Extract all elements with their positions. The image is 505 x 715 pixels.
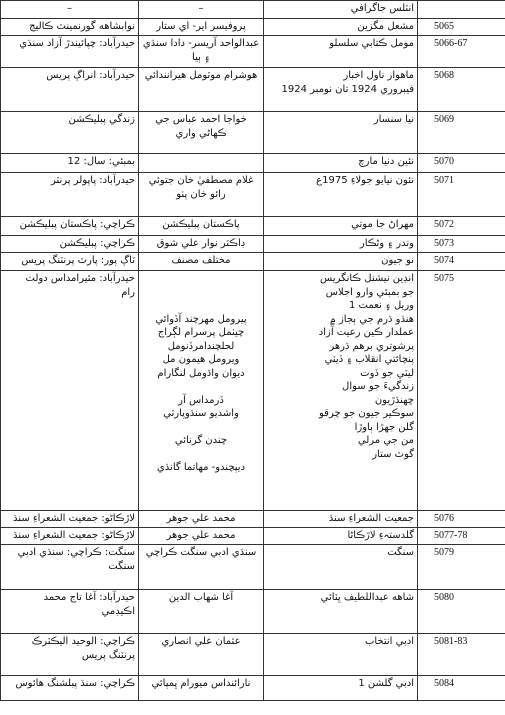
title-cell-line: سوڪير جيون جو چرقو bbox=[319, 408, 414, 419]
author-cell-line bbox=[142, 155, 260, 169]
entry-number: 5084 bbox=[418, 676, 505, 701]
publisher-cell bbox=[1, 253, 139, 271]
title-cell-line: نيا سنسار bbox=[373, 114, 414, 125]
title-cell-line: فيبروري 1924 تان نومبر 1924 bbox=[281, 83, 414, 95]
entry-number: 5070 bbox=[418, 154, 505, 173]
author-cell-line: ويرومل هيمون مل bbox=[162, 354, 240, 365]
author-cell-line: چندن گرنائي bbox=[174, 435, 228, 446]
entry-number: 5077-78 bbox=[418, 528, 505, 545]
publisher-cell-line: ڪراچي: پبليڪشن bbox=[59, 238, 135, 249]
title-cell-line: گوٽ ستار bbox=[372, 448, 414, 460]
header-row bbox=[1, 1, 505, 19]
catalog-row bbox=[1, 217, 505, 236]
title-cell bbox=[264, 236, 418, 253]
catalog-row bbox=[1, 528, 505, 545]
title-cell bbox=[264, 36, 418, 68]
title-cell-line: زندگيءَ جو سوال bbox=[342, 381, 414, 392]
title-cell-line: نو جيون bbox=[381, 255, 414, 266]
author-cell-line: هوشرام موٽومل هيرانندائي bbox=[144, 70, 258, 81]
author-cell bbox=[139, 236, 264, 253]
author-cell bbox=[139, 676, 264, 701]
author-cell bbox=[139, 590, 264, 634]
author-cell-line: ڪهاڻي واري bbox=[175, 127, 227, 139]
publisher-cell-line: ڪراچي: الوحيد اليڪٽرڪ bbox=[31, 636, 135, 647]
title-cell-line: من جي مرلي bbox=[357, 435, 414, 446]
title-cell bbox=[264, 217, 418, 236]
publisher-cell-line: حيدرآباد: آغا تاج محمد bbox=[43, 592, 135, 603]
author-cell-line: ۽ ٻيا bbox=[192, 51, 210, 63]
header-dash-publisher: – bbox=[1, 1, 139, 19]
publisher-cell bbox=[1, 217, 139, 236]
author-cell bbox=[139, 154, 264, 173]
author-cell-line bbox=[142, 448, 260, 462]
publisher-cell bbox=[1, 154, 139, 173]
author-cell-line: عثمان علي انصاري bbox=[161, 636, 241, 647]
entry-number: 5073 bbox=[418, 236, 505, 253]
publisher-cell bbox=[1, 19, 139, 36]
title-cell-line: نئين دنيا مارچ bbox=[358, 156, 414, 167]
publisher-cell bbox=[1, 112, 139, 154]
title-cell-line: پرشوتري برهم ڌرهر bbox=[329, 340, 414, 352]
title-cell-line: نئون نيايو جولاءِ 1975ع bbox=[316, 175, 414, 186]
author-cell bbox=[139, 511, 264, 528]
publisher-cell-line: حيدرآباد: انراڳ پريس bbox=[46, 70, 135, 81]
author-cell-line: ديوان واڌومل لنگارام bbox=[157, 367, 245, 379]
catalog-row bbox=[1, 36, 505, 68]
header-title: انٽلس جاگرافي bbox=[264, 1, 418, 19]
title-cell-line: مشعل مگزين bbox=[357, 21, 414, 32]
title-cell bbox=[264, 68, 418, 112]
publisher-cell-line: حيدرآباد: مئيرامداس دولت bbox=[25, 273, 135, 284]
author-cell bbox=[139, 271, 264, 511]
author-cell-line: پاڪستان پبليڪشن bbox=[162, 219, 240, 230]
entry-number: 5076 bbox=[418, 511, 505, 528]
author-cell-line bbox=[142, 286, 260, 300]
author-cell-line: لحلچندامرڏنومل bbox=[167, 340, 235, 352]
title-cell-line: جو بمبئي وارو اجلاس bbox=[325, 286, 414, 298]
title-cell-line: وندر ۽ وڻڪار bbox=[359, 238, 414, 249]
entry-number: 5065 bbox=[418, 19, 505, 36]
author-cell-line bbox=[142, 272, 260, 286]
title-cell bbox=[264, 511, 418, 528]
title-cell-line: مومل ڪتابي سلسلو bbox=[329, 38, 414, 49]
title-cell-line bbox=[267, 461, 414, 475]
author-cell-line: غلام مصطفيٰ خان جتوئي bbox=[148, 175, 254, 186]
publisher-cell bbox=[1, 173, 139, 217]
author-cell-line: ڏرمداس آر bbox=[178, 394, 224, 406]
publisher-cell-line: لاڙڪاڻو: جمعيت الشعراءِ سنڌ bbox=[13, 513, 135, 524]
entry-number: 5072 bbox=[418, 217, 505, 236]
entry-number: 5079 bbox=[418, 545, 505, 590]
title-cell bbox=[264, 112, 418, 154]
author-cell-line: سنڌي ادبي سنگت ڪراچي bbox=[145, 547, 257, 558]
catalog-row bbox=[1, 112, 505, 154]
title-cell bbox=[264, 173, 418, 217]
title-cell-line: پنچائتي انقلاب ۽ ڏيٽي bbox=[324, 354, 414, 365]
title-cell bbox=[264, 19, 418, 36]
entry-number: 5069 bbox=[418, 112, 505, 154]
publisher-cell bbox=[1, 511, 139, 528]
title-cell-line: ليٽي جو ڏوت bbox=[360, 367, 414, 379]
title-cell bbox=[264, 528, 418, 545]
author-cell-line: نارائنداس ميورام ڀمپائي bbox=[151, 678, 251, 689]
publisher-cell bbox=[1, 676, 139, 701]
author-cell-line: ديپچندو- مهاتما گانڌي bbox=[156, 462, 246, 473]
publisher-cell-line: رام bbox=[121, 286, 135, 298]
catalog-row bbox=[1, 154, 505, 173]
publisher-cell bbox=[1, 68, 139, 112]
entry-number: 5081-83 bbox=[418, 634, 505, 676]
author-cell-line: محمد علي جوهر bbox=[166, 530, 236, 541]
title-cell-line: ڇهنڌڙيون bbox=[374, 394, 414, 406]
publisher-cell-line: سنگت: ڪراچي: سنڌي ادبي bbox=[17, 547, 135, 558]
publisher-cell-line: لاڙڪاڻو: جمعيت الشعراءِ سنڌ bbox=[13, 530, 135, 541]
title-cell-line: ماهوار ناول اخبار bbox=[343, 70, 414, 81]
author-cell-line: پروفيسر اير- اي ستار bbox=[156, 21, 246, 32]
author-cell bbox=[139, 173, 264, 217]
publisher-cell bbox=[1, 528, 139, 545]
publisher-cell bbox=[1, 590, 139, 634]
catalog-row bbox=[1, 511, 505, 528]
author-cell bbox=[139, 253, 264, 271]
catalog-row bbox=[1, 590, 505, 634]
entry-number: 5080 bbox=[418, 590, 505, 634]
author-cell-line: رائو خان پٺو bbox=[176, 188, 226, 200]
title-cell bbox=[264, 271, 418, 511]
author-cell bbox=[139, 217, 264, 236]
title-cell-line: وريل ۽ نعمت 1 bbox=[349, 300, 414, 311]
title-cell-line: شاهه عبداللطيف ڀٽائي bbox=[320, 592, 414, 603]
entry-number: 5074 bbox=[418, 253, 505, 271]
publisher-cell-line: حيدرآباد: پاپولر پرنٽر bbox=[50, 175, 135, 186]
title-cell-line: جمعيت الشعراءِ سنڌ bbox=[328, 513, 414, 524]
title-cell bbox=[264, 676, 418, 701]
author-cell bbox=[139, 19, 264, 36]
author-cell-line: عبدالواحد آريسر- دادا سنڌي bbox=[142, 38, 260, 49]
publisher-cell-line: نوابشاهه گورنمينٽ ڪاليج bbox=[29, 21, 135, 32]
title-cell-line: عملدار ڪين رعيت آزاد bbox=[318, 327, 414, 338]
publisher-cell bbox=[1, 271, 139, 511]
title-cell-line: سنگت bbox=[387, 547, 414, 558]
publisher-cell-line: حيدرآباد: چپائيندڙ آزاد سنڌي bbox=[19, 38, 135, 49]
catalog-row bbox=[1, 253, 505, 271]
publisher-cell-line: پرنٽنگ پريس bbox=[81, 649, 135, 661]
author-cell-line: مختلف مصنف bbox=[171, 255, 231, 266]
author-cell-line bbox=[142, 380, 260, 394]
entry-number: 5071 bbox=[418, 173, 505, 217]
catalog-row bbox=[1, 271, 505, 511]
catalog-table-body bbox=[1, 1, 505, 701]
header-dash-author: – bbox=[139, 1, 264, 19]
title-cell-line: گلدستہءِ لاڙڪاڻا bbox=[347, 530, 414, 541]
author-cell bbox=[139, 545, 264, 590]
title-cell bbox=[264, 545, 418, 590]
publisher-cell-line: ٽاڳ پور: پارٽ پرنٽنگ پريس bbox=[21, 255, 135, 266]
catalog-row bbox=[1, 634, 505, 676]
author-cell bbox=[139, 528, 264, 545]
title-cell-line: مهراڻ جا موتي bbox=[351, 219, 414, 230]
title-cell bbox=[264, 253, 418, 271]
author-cell-line: خواجا احمد عباس جي bbox=[155, 114, 247, 125]
publisher-cell-line: زندگي پبليڪشن bbox=[68, 114, 135, 125]
author-cell-line: ڊاڪٽر نوار علي شوق bbox=[156, 238, 246, 249]
title-cell bbox=[264, 634, 418, 676]
publisher-cell-line: ڪراچي: پاڪستان پبليڪشن bbox=[19, 219, 135, 230]
catalog-row bbox=[1, 19, 505, 36]
catalog-row bbox=[1, 173, 505, 217]
author-cell-line: محمد علي جوهر bbox=[166, 513, 236, 524]
entry-number: 5075 bbox=[418, 271, 505, 511]
title-cell-line: انڊين نيشنل ڪانگريس bbox=[320, 273, 414, 284]
author-cell bbox=[139, 68, 264, 112]
author-cell-line: چيٺمل پرسرام لڳراج bbox=[157, 327, 245, 338]
publisher-cell bbox=[1, 545, 139, 590]
author-cell-line: واشديو سنڌوپارٽي bbox=[163, 408, 239, 419]
catalog-row bbox=[1, 236, 505, 253]
title-cell bbox=[264, 154, 418, 173]
author-cell-line: آغا شهاب الدين bbox=[168, 592, 234, 603]
author-cell bbox=[139, 36, 264, 68]
header-number-empty bbox=[418, 1, 505, 19]
publisher-cell-line: ڪراچي: سنڌ پبلشنگ هائوس bbox=[15, 678, 135, 689]
title-cell-line: گلن جهڙا ٻاوڙا bbox=[354, 421, 414, 433]
catalog-row bbox=[1, 676, 505, 701]
title-cell-line: هنڌو ڌرم جي ٻجاز ۾ bbox=[329, 313, 414, 325]
author-cell-line bbox=[142, 299, 260, 313]
author-cell bbox=[139, 112, 264, 154]
publisher-cell-line: بمبئي: سال: 12 bbox=[67, 156, 135, 167]
publisher-cell bbox=[1, 236, 139, 253]
entry-number: 5068 bbox=[418, 68, 505, 112]
entry-number: 5066-67 bbox=[418, 36, 505, 68]
publisher-cell-line: اڪيڊمي bbox=[101, 605, 135, 617]
publisher-cell bbox=[1, 634, 139, 676]
author-cell bbox=[139, 634, 264, 676]
author-cell-line bbox=[142, 421, 260, 435]
publisher-cell bbox=[1, 36, 139, 68]
author-cell-line: پيرومل مهرچند آڏوائي bbox=[155, 313, 247, 325]
title-cell-line: ادبي انتخاب bbox=[364, 636, 414, 647]
publisher-cell-line: سنگت bbox=[108, 560, 135, 572]
catalog-row bbox=[1, 545, 505, 590]
catalog-row bbox=[1, 68, 505, 112]
title-cell bbox=[264, 590, 418, 634]
title-cell-line: ادبي گلشن 1 bbox=[358, 678, 414, 689]
